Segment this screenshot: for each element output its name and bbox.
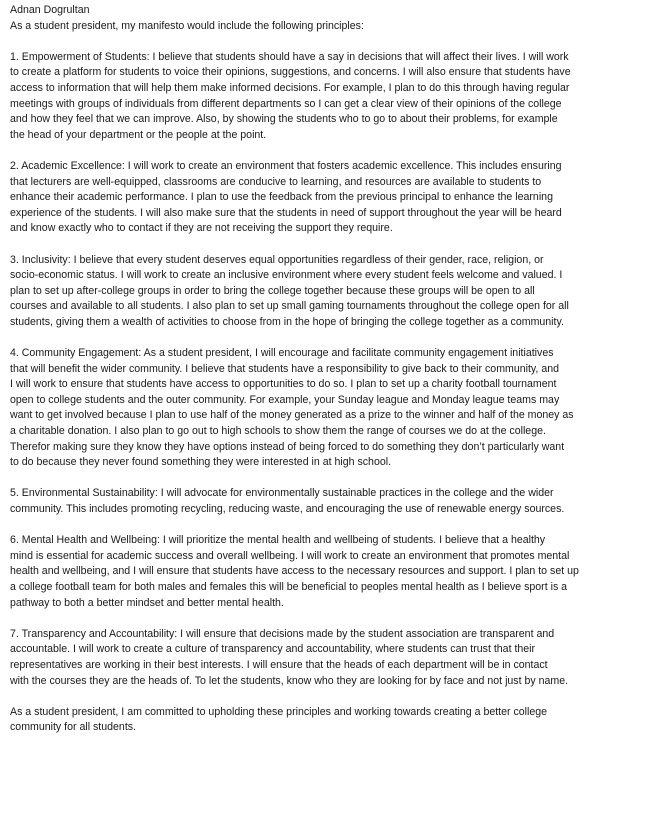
paragraph-line: socio-economic status. I will work to create an inclusive environment where every student feels welcome and valued. I [10,269,563,282]
paragraph-line: courses and available to all students. I also plan to set up small gaming tournaments throughout the college open for all [10,300,569,313]
paragraph-line: 2. Academic Excellence: I will work to create an environment that fosters academic excellence. This includes ensuring [10,159,562,172]
paragraph-line: mind is essential for academic success and overall wellbeing. I will work to create an environment that promotes mental [10,549,570,562]
closing-line: As a student president, I am committed to upholding these principles and working towards creating a better college [10,705,548,718]
closing-paragraph [10,705,658,736]
paragraph-line: want to get involved because I plan to use half of the money generated as a prize to the winner and half of the money as [10,409,574,422]
paragraph-line: 6. Mental Health and Wellbeing: I will prioritize the mental health and wellbeing of students. I believe that a healthy [10,534,546,547]
paragraph-line: and know exactly who to contact if they are not receiving the support they require. [10,222,393,235]
paragraph-line: 1. Empowerment of Students: I believe that students should have a say in decisions that will affect their lives. I will work [10,50,569,63]
paragraph-line: access to information that will help them make informed decisions. For example, I plan to do this through having regular [10,81,570,94]
author-name: Adnan Dogrultan [10,4,90,16]
paragraph-line: 3. Inclusivity: I believe that every student deserves equal opportunities regardless of their gender, race, religion, or [10,253,544,266]
paragraph-line: enhance their academic performance. I plan to use the feedback from the previous principal to enhance the learning [10,191,553,204]
paragraph-line: that will benefit the wider community. I believe that students have a responsibility to give back to their community, and [10,362,559,375]
paragraph-line: community. This includes promoting recycling, reducing waste, and encouraging the use of renewable energy sources. [10,503,565,515]
paragraph-line: 7. Transparency and Accountability: I will ensure that decisions made by the student association are transparent and [10,627,555,640]
paragraph-line: to create a platform for students to voice their opinions, suggestions, and concerns. I will also ensure that students have [10,66,571,79]
paragraph-line: experience of the students. I will also make sure that the students in need of support throughout the year will be heard [10,206,562,219]
paragraph-line: to do because they never found something they were interested in at high school. [10,456,392,469]
paragraph-line: and how they feel that we can improve. Also, by showing the students who to go to about their problems, for example [10,113,558,126]
intro-text: As a student president, my manifesto would include the following principles: [10,19,364,32]
paragraph-line: open to college students and the outer community. For example, your Sunday league and Monday league teams may [10,393,560,406]
principles-list [10,50,658,689]
principle-paragraph [10,486,658,517]
principle-paragraph [10,50,658,144]
principle-paragraph [10,346,658,471]
principle-paragraph [10,533,658,611]
paragraph-line: accountable. I will work to create a culture of transparency and accountability, where students can trust that their [10,643,536,656]
paragraph-line: students, giving them a wealth of activities to choose from in the hope of bringing the college together as a community. [10,315,564,328]
closing-line: community for all students. [10,721,136,734]
principle-paragraph [10,159,658,237]
principle-paragraph [10,627,658,689]
paragraph-line: health and wellbeing, and I will ensure that students have access to the necessary resources and support. I plan to set up [10,565,579,578]
paragraph-line: I will work to ensure that students have access to opportunities to do so. I plan to set up a charity football tournament [10,378,557,391]
paragraph-line: the head of your department or the people at the point. [10,128,267,141]
paragraph-line: that lecturers are well-equipped, classrooms are conducive to learning, and resources are available to students to [10,175,542,188]
paragraph-line: meetings with groups of individuals from different departments so I can get a clear view of their opinions of the college [10,97,562,110]
paragraph-line: 4. Community Engagement: As a student president, I will encourage and facilitate community engagement initiatives [10,347,554,360]
document [10,3,658,736]
paragraph-line: with the courses they are the heads of. To let the students, know who they are looking for by face and not just by name. [10,674,569,687]
paragraph-line: pathway to both a better mindset and better mental health. [10,596,284,609]
paragraph-line: 5. Environmental Sustainability: I will advocate for environmentally sustainable practices in the college and the wider [10,487,554,500]
paragraph-line: a college football team for both males and females this will be beneficial to peoples mental health as I believe sport is a [10,580,568,593]
paragraph-line: a charitable donation. I also plan to go out to high schools to show them the range of courses we do at the college. [10,425,546,438]
paragraph-line: representatives are working in their best interests. I will ensure that the heads of each department will be in contact [10,658,548,671]
principle-paragraph [10,253,658,331]
paragraph-line: Therefor making sure they know they have options instead of being forced to do something they don’t particularly want [10,440,565,453]
paragraph-line: plan to set up after-college groups in order to bring the college together because these groups will be open to all [10,284,535,297]
